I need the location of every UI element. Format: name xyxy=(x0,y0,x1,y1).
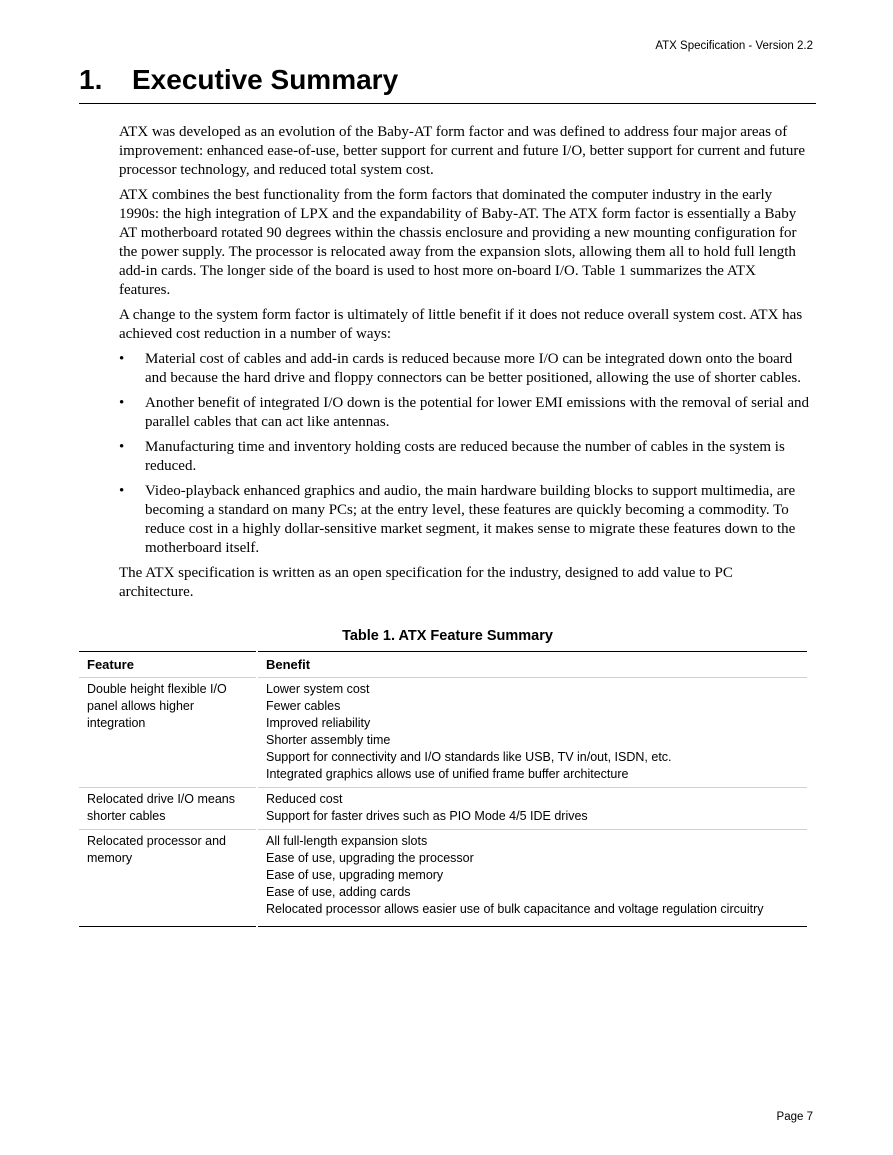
paragraph: ATX combines the best functionality from the form factors that dominated the computer industry in the early 1990s: the high integration of LPX and the expandability of Baby-AT. The ATX form factor is essentially a Baby AT motherboard rotated 90 degrees within the chassis enclosure and providing a new mounting configuration for the power supply. The processor is relocated away from the expansion slots, allowing them all to hold full length add-in cards. The longer side of the board is used to host more on-board I/O. Table 1 summarizes the ATX features. xyxy=(119,187,797,298)
bullet-icon: • xyxy=(119,439,125,455)
running-header: ATX Specification - Version 2.2 xyxy=(655,40,813,52)
list-item-text: Manufacturing time and inventory holding costs are reduced because the number of cables in the system is reduced. xyxy=(145,439,785,474)
section-number: 1. xyxy=(79,64,103,95)
list-item xyxy=(119,482,809,558)
benefit-item: Relocated processor allows easier use of bulk capacitance and voltage regulation circuitry xyxy=(266,902,764,916)
benefit-item: Lower system cost xyxy=(266,682,370,696)
paragraph: A change to the system form factor is ultimately of little benefit if it does not reduce overall system cost. ATX has achieved cost reduction in a number of ways: xyxy=(119,307,803,342)
list-item xyxy=(119,394,809,432)
benefit-cell xyxy=(257,788,807,830)
table-row xyxy=(79,830,807,927)
benefit-item: Ease of use, adding cards xyxy=(266,885,411,899)
benefit-item: Support for faster drives such as PIO Mode 4/5 IDE drives xyxy=(266,809,588,823)
list-item-text: Video-playback enhanced graphics and audio, the main hardware building blocks to support multimedia, are becoming a standard on many PCs; at the entry level, these features are quickly becoming a commodity. To reduce cost in a highly dollar-sensitive market segment, it makes sense to migrate these features down to the motherboard itself. xyxy=(145,483,796,556)
benefit-cell xyxy=(257,678,807,788)
benefit-item: Shorter assembly time xyxy=(266,733,391,747)
benefit-item: Integrated graphics allows use of unified frame buffer architecture xyxy=(266,767,629,781)
column-header-feature: Feature xyxy=(79,652,257,678)
feature-cell: Double height flexible I/O panel allows higher integration xyxy=(79,678,257,788)
benefit-item: Improved reliability xyxy=(266,716,371,730)
section-title: Executive Summary xyxy=(132,64,399,95)
table-header-row xyxy=(79,652,807,678)
benefit-item: Ease of use, upgrading the processor xyxy=(266,851,474,865)
table-row xyxy=(79,788,807,830)
page-number: Page 7 xyxy=(776,1111,813,1123)
benefit-item: All full-length expansion slots xyxy=(266,834,428,848)
bullet-icon: • xyxy=(119,483,125,499)
bullet-icon: • xyxy=(119,395,125,411)
feature-summary-table xyxy=(79,651,807,927)
list-item xyxy=(119,438,809,476)
bullet-icon: • xyxy=(119,351,125,367)
column-header-benefit: Benefit xyxy=(257,652,807,678)
table-row xyxy=(79,678,807,788)
cost-reduction-list xyxy=(119,350,809,558)
section-heading xyxy=(79,63,816,104)
benefit-item: Fewer cables xyxy=(266,699,341,713)
benefit-item: Support for connectivity and I/O standards like USB, TV in/out, ISDN, etc. xyxy=(266,750,672,764)
body-text xyxy=(119,123,809,608)
paragraph: ATX was developed as an evolution of the Baby-AT form factor and was defined to address four major areas of improvement: enhanced ease-of-use, better support for current and future I/O, better support for current and future processor technology, and reduced total system cost. xyxy=(119,124,805,178)
list-item xyxy=(119,350,809,388)
benefit-item: Reduced cost xyxy=(266,792,343,806)
feature-cell: Relocated processor and memory xyxy=(79,830,257,927)
benefit-cell xyxy=(257,830,807,927)
table-caption: Table 1. ATX Feature Summary xyxy=(342,628,553,644)
list-item-text: Another benefit of integrated I/O down is the potential for lower EMI emissions with the removal of serial and parallel cables that can act like antennas. xyxy=(145,395,809,430)
paragraph: The ATX specification is written as an open specification for the industry, designed to add value to PC architecture. xyxy=(119,565,733,600)
list-item-text: Material cost of cables and add-in cards is reduced because more I/O can be integrated down onto the board and because the hard drive and floppy connectors can be better positioned, allowing the use of shorter cables. xyxy=(145,351,802,386)
benefit-item: Ease of use, upgrading memory xyxy=(266,868,444,882)
feature-cell: Relocated drive I/O means shorter cables xyxy=(79,788,257,830)
